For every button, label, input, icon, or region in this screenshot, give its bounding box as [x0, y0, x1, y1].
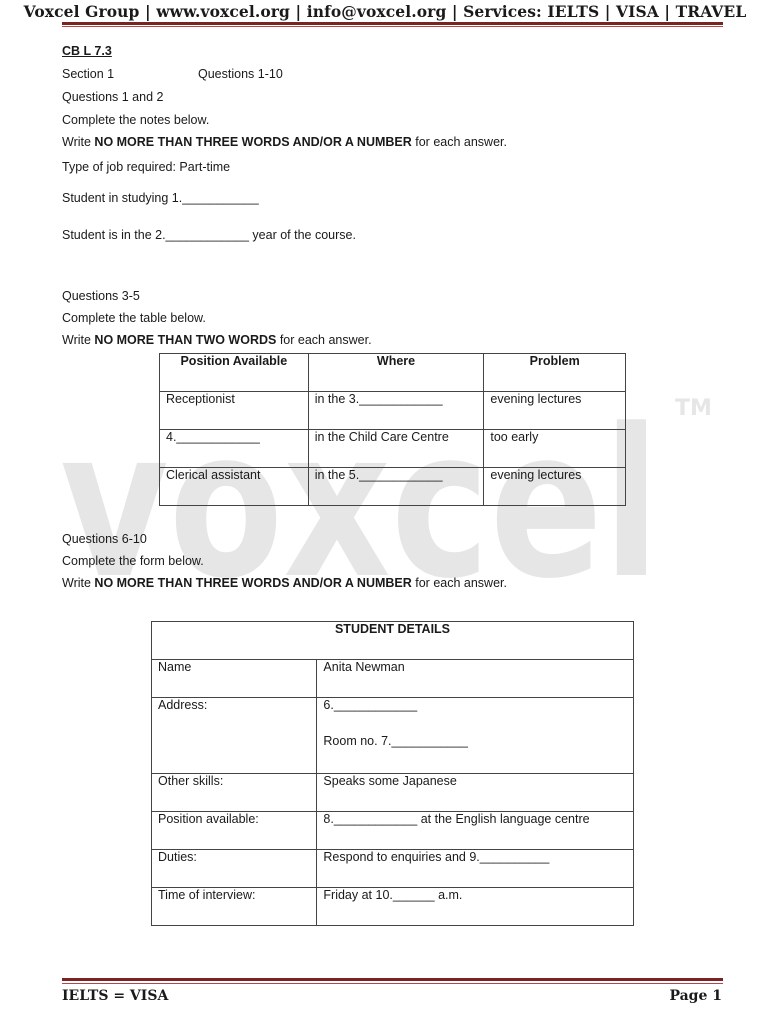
form-value-line: 6.____________ [323, 698, 418, 712]
job-table-header: Where [308, 354, 484, 392]
form-label: Position available: [152, 812, 317, 850]
watermark-tm: TM [675, 396, 712, 421]
job-table-header-row [160, 354, 626, 392]
job-table-header: Problem [484, 354, 626, 392]
form-label: Name [152, 660, 317, 698]
header-rule-thin [62, 26, 723, 27]
footer-rule [62, 978, 723, 981]
form-value: Respond to enquiries and 9.__________ [317, 850, 634, 888]
student-details-form [151, 621, 634, 926]
table-cell: in the 3.____________ [308, 392, 484, 430]
section-questions: Questions 1-10 [198, 67, 283, 81]
table-row [160, 430, 626, 468]
form-row [152, 812, 634, 850]
job-table-header: Position Available [160, 354, 309, 392]
footer-left-text: IELTS = VISA [62, 988, 169, 1004]
q35-instruction: Complete the table below. [62, 311, 206, 325]
form-value-line: Room no. 7.___________ [323, 734, 468, 748]
table-cell: too early [484, 430, 626, 468]
table-cell: evening lectures [484, 468, 626, 506]
q12-instruction: Complete the notes below. [62, 113, 210, 127]
form-row [152, 660, 634, 698]
form-value [317, 698, 634, 774]
form-row [152, 850, 634, 888]
q610-heading: Questions 6-10 [62, 532, 147, 546]
footer-rule-thin [62, 983, 723, 984]
doc-code: CB L 7.3 [62, 44, 112, 58]
form-value: Anita Newman [317, 660, 634, 698]
q610-instruction: Complete the form below. [62, 554, 204, 568]
table-cell: in the Child Care Centre [308, 430, 484, 468]
form-label: Time of interview: [152, 888, 317, 926]
form-value: 8.____________ at the English language centre [317, 812, 634, 850]
table-cell: 4.____________ [160, 430, 309, 468]
form-title: STUDENT DETAILS [152, 622, 634, 660]
form-row [152, 774, 634, 812]
table-cell: in the 5.____________ [308, 468, 484, 506]
q12-rule: Write NO MORE THAN THREE WORDS AND/OR A NUMBER for each answer. [62, 135, 507, 149]
table-row [160, 468, 626, 506]
note-question-2: Student is in the 2.____________ year of the course. [62, 228, 356, 242]
note-job-type: Type of job required: Part-time [62, 160, 231, 174]
form-value: Friday at 10.______ a.m. [317, 888, 634, 926]
form-label: Other skills: [152, 774, 317, 812]
table-cell: Receptionist [160, 392, 309, 430]
table-cell: evening lectures [484, 392, 626, 430]
table-cell: Clerical assistant [160, 468, 309, 506]
form-title-row [152, 622, 634, 660]
page-number: Page 1 [669, 988, 722, 1004]
form-row [152, 698, 634, 774]
watermark-logo-text: voxcel [60, 386, 660, 605]
job-table [159, 353, 626, 506]
table-row [160, 392, 626, 430]
q12-heading: Questions 1 and 2 [62, 90, 164, 104]
q35-heading: Questions 3-5 [62, 289, 140, 303]
form-row [152, 888, 634, 926]
form-label: Duties: [152, 850, 317, 888]
section-label: Section 1 [62, 67, 115, 81]
form-value: Speaks some Japanese [317, 774, 634, 812]
note-question-1: Student in studying 1.___________ [62, 191, 259, 205]
page-header: Voxcel Group | www.voxcel.org | info@voxcel.org | Services: IELTS | VISA | TRAVEL [23, 2, 747, 21]
q610-rule: Write NO MORE THAN THREE WORDS AND/OR A NUMBER for each answer. [62, 576, 507, 590]
header-rule [62, 22, 723, 25]
form-label: Address: [152, 698, 317, 774]
q35-rule: Write NO MORE THAN TWO WORDS for each answer. [62, 333, 372, 347]
